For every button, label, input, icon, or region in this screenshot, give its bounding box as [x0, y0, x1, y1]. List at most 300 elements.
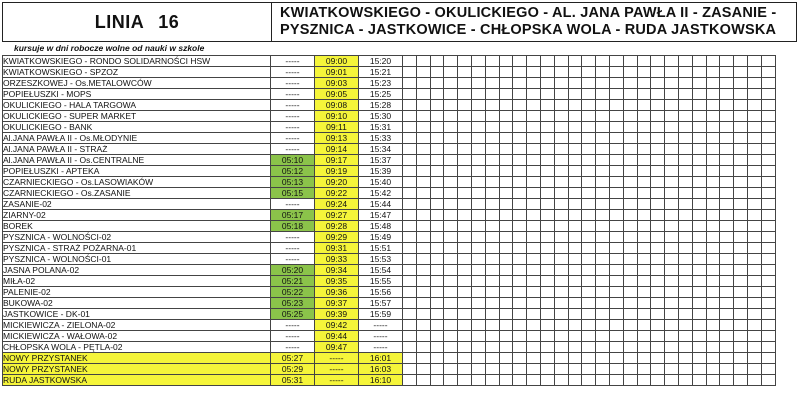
empty-grid-cell: [734, 177, 748, 188]
empty-grid-cell: [678, 254, 692, 265]
empty-grid-cell: [444, 353, 458, 364]
empty-grid-cell: [651, 89, 665, 100]
empty-grid-cell: [609, 353, 623, 364]
empty-grid-cell: [678, 122, 692, 133]
empty-grid-cell: [596, 199, 610, 210]
departure-time-t1: 05:29: [271, 364, 315, 375]
empty-grid-cell: [734, 309, 748, 320]
empty-grid-cell: [444, 56, 458, 67]
empty-grid-cell: [403, 177, 417, 188]
empty-grid-cell: [513, 276, 527, 287]
empty-grid-cell: [458, 166, 472, 177]
empty-grid-cell: [568, 100, 582, 111]
empty-grid-cell: [609, 144, 623, 155]
empty-grid-cell: [747, 166, 761, 177]
empty-grid-cell: [485, 309, 499, 320]
empty-grid-cell: [637, 67, 651, 78]
departure-time-t3: -----: [359, 320, 403, 331]
departure-time-t2: -----: [315, 353, 359, 364]
empty-grid-cell: [499, 320, 513, 331]
table-row: [3, 232, 776, 243]
empty-grid-cell: [430, 287, 444, 298]
departure-time-t1: -----: [271, 320, 315, 331]
departure-time-t1: -----: [271, 67, 315, 78]
empty-grid-cell: [596, 221, 610, 232]
empty-grid-cell: [444, 199, 458, 210]
empty-grid-cell: [485, 199, 499, 210]
empty-grid-cell: [747, 320, 761, 331]
empty-grid-cell: [430, 342, 444, 353]
empty-grid-cell: [651, 254, 665, 265]
empty-grid-cell: [678, 111, 692, 122]
empty-grid-cell: [568, 199, 582, 210]
empty-grid-cell: [513, 67, 527, 78]
empty-grid-cell: [554, 188, 568, 199]
empty-grid-cell: [568, 155, 582, 166]
empty-grid-cell: [485, 331, 499, 342]
empty-grid-cell: [568, 67, 582, 78]
table-row: [3, 342, 776, 353]
empty-grid-cell: [554, 232, 568, 243]
stop-name-cell: MIŁA-02: [3, 276, 271, 287]
departure-time-t2: 09:03: [315, 78, 359, 89]
departure-time-t3: 15:44: [359, 199, 403, 210]
empty-grid-cell: [651, 232, 665, 243]
empty-grid-cell: [706, 265, 720, 276]
empty-grid-cell: [761, 122, 775, 133]
empty-grid-cell: [678, 331, 692, 342]
empty-grid-cell: [623, 309, 637, 320]
empty-grid-cell: [665, 188, 679, 199]
empty-grid-cell: [637, 100, 651, 111]
empty-grid-cell: [665, 78, 679, 89]
empty-grid-cell: [734, 56, 748, 67]
empty-grid-cell: [513, 177, 527, 188]
empty-grid-cell: [747, 199, 761, 210]
empty-grid-cell: [444, 287, 458, 298]
empty-grid-cell: [430, 188, 444, 199]
empty-grid-cell: [403, 221, 417, 232]
empty-grid-cell: [623, 320, 637, 331]
departure-time-t2: 09:31: [315, 243, 359, 254]
empty-grid-cell: [623, 133, 637, 144]
empty-grid-cell: [540, 100, 554, 111]
empty-grid-cell: [499, 309, 513, 320]
empty-grid-cell: [665, 287, 679, 298]
empty-grid-cell: [444, 166, 458, 177]
stop-name-cell: JASNA POLANA-02: [3, 265, 271, 276]
empty-grid-cell: [471, 309, 485, 320]
empty-grid-cell: [499, 232, 513, 243]
empty-grid-cell: [403, 298, 417, 309]
empty-grid-cell: [761, 353, 775, 364]
empty-grid-cell: [540, 287, 554, 298]
empty-grid-cell: [609, 364, 623, 375]
empty-grid-cell: [609, 111, 623, 122]
empty-grid-cell: [499, 221, 513, 232]
empty-grid-cell: [471, 364, 485, 375]
empty-grid-cell: [554, 375, 568, 386]
empty-grid-cell: [637, 265, 651, 276]
departure-time-t3: 15:57: [359, 298, 403, 309]
empty-grid-cell: [430, 133, 444, 144]
empty-grid-cell: [678, 188, 692, 199]
empty-grid-cell: [527, 122, 541, 133]
empty-grid-cell: [499, 199, 513, 210]
empty-grid-cell: [665, 243, 679, 254]
empty-grid-cell: [692, 155, 706, 166]
empty-grid-cell: [582, 166, 596, 177]
empty-grid-cell: [444, 122, 458, 133]
empty-grid-cell: [499, 276, 513, 287]
empty-grid-cell: [416, 298, 430, 309]
empty-grid-cell: [540, 133, 554, 144]
empty-grid-cell: [499, 254, 513, 265]
empty-grid-cell: [747, 56, 761, 67]
empty-grid-cell: [596, 309, 610, 320]
empty-grid-cell: [444, 364, 458, 375]
empty-grid-cell: [499, 155, 513, 166]
empty-grid-cell: [596, 122, 610, 133]
empty-grid-cell: [416, 364, 430, 375]
empty-grid-cell: [403, 232, 417, 243]
empty-grid-cell: [637, 232, 651, 243]
empty-grid-cell: [527, 221, 541, 232]
empty-grid-cell: [568, 254, 582, 265]
empty-grid-cell: [623, 375, 637, 386]
departure-time-t2: -----: [315, 364, 359, 375]
empty-grid-cell: [458, 210, 472, 221]
empty-grid-cell: [582, 144, 596, 155]
empty-grid-cell: [609, 232, 623, 243]
empty-grid-cell: [568, 287, 582, 298]
table-row: [3, 298, 776, 309]
empty-grid-cell: [554, 210, 568, 221]
empty-grid-cell: [623, 188, 637, 199]
empty-grid-cell: [651, 122, 665, 133]
departure-time-t2: 09:13: [315, 133, 359, 144]
stop-name-cell: ZIARNY-02: [3, 210, 271, 221]
empty-grid-cell: [458, 56, 472, 67]
empty-grid-cell: [692, 232, 706, 243]
table-row: [3, 287, 776, 298]
empty-grid-cell: [623, 364, 637, 375]
empty-grid-cell: [665, 67, 679, 78]
empty-grid-cell: [499, 331, 513, 342]
empty-grid-cell: [692, 287, 706, 298]
empty-grid-cell: [430, 89, 444, 100]
empty-grid-cell: [678, 276, 692, 287]
empty-grid-cell: [678, 287, 692, 298]
empty-grid-cell: [651, 210, 665, 221]
empty-grid-cell: [692, 265, 706, 276]
empty-grid-cell: [540, 89, 554, 100]
empty-grid-cell: [596, 276, 610, 287]
empty-grid-cell: [761, 342, 775, 353]
departure-time-t3: 15:56: [359, 287, 403, 298]
empty-grid-cell: [609, 276, 623, 287]
empty-grid-cell: [761, 320, 775, 331]
empty-grid-cell: [527, 188, 541, 199]
empty-grid-cell: [678, 221, 692, 232]
departure-time-t1: 05:12: [271, 166, 315, 177]
empty-grid-cell: [692, 188, 706, 199]
empty-grid-cell: [458, 232, 472, 243]
line-number: 16: [158, 11, 180, 32]
empty-grid-cell: [747, 155, 761, 166]
empty-grid-cell: [678, 243, 692, 254]
empty-grid-cell: [734, 364, 748, 375]
table-row: [3, 331, 776, 342]
empty-grid-cell: [416, 276, 430, 287]
empty-grid-cell: [623, 56, 637, 67]
empty-grid-cell: [444, 309, 458, 320]
empty-grid-cell: [554, 166, 568, 177]
empty-grid-cell: [665, 364, 679, 375]
empty-grid-cell: [692, 133, 706, 144]
empty-grid-cell: [540, 254, 554, 265]
empty-grid-cell: [444, 89, 458, 100]
empty-grid-cell: [568, 78, 582, 89]
empty-grid-cell: [678, 67, 692, 78]
empty-grid-cell: [747, 144, 761, 155]
empty-grid-cell: [416, 133, 430, 144]
empty-grid-cell: [444, 265, 458, 276]
empty-grid-cell: [568, 232, 582, 243]
empty-grid-cell: [678, 177, 692, 188]
empty-grid-cell: [609, 155, 623, 166]
departure-time-t2: -----: [315, 375, 359, 386]
empty-grid-cell: [596, 144, 610, 155]
empty-grid-cell: [471, 188, 485, 199]
empty-grid-cell: [430, 298, 444, 309]
empty-grid-cell: [471, 353, 485, 364]
empty-grid-cell: [596, 232, 610, 243]
empty-grid-cell: [623, 67, 637, 78]
empty-grid-cell: [761, 67, 775, 78]
empty-grid-cell: [665, 320, 679, 331]
empty-grid-cell: [471, 232, 485, 243]
empty-grid-cell: [637, 309, 651, 320]
route-line-2: PYSZNICA - JASTKOWICE - CHŁOPSKA WOLA - RUDA JASTKOWSKA: [280, 22, 777, 38]
empty-grid-cell: [527, 353, 541, 364]
departure-time-t3: 16:10: [359, 375, 403, 386]
empty-grid-cell: [706, 78, 720, 89]
empty-grid-cell: [568, 276, 582, 287]
empty-grid-cell: [499, 188, 513, 199]
empty-grid-cell: [637, 89, 651, 100]
empty-grid-cell: [444, 232, 458, 243]
empty-grid-cell: [609, 177, 623, 188]
empty-grid-cell: [582, 122, 596, 133]
empty-grid-cell: [720, 342, 734, 353]
empty-grid-cell: [637, 166, 651, 177]
empty-grid-cell: [734, 375, 748, 386]
empty-grid-cell: [678, 210, 692, 221]
empty-grid-cell: [596, 243, 610, 254]
empty-grid-cell: [485, 111, 499, 122]
empty-grid-cell: [527, 298, 541, 309]
empty-grid-cell: [747, 89, 761, 100]
empty-grid-cell: [513, 298, 527, 309]
empty-grid-cell: [761, 199, 775, 210]
empty-grid-cell: [568, 309, 582, 320]
empty-grid-cell: [609, 265, 623, 276]
stop-name-cell: NOWY PRZYSTANEK: [3, 353, 271, 364]
empty-grid-cell: [651, 331, 665, 342]
empty-grid-cell: [416, 155, 430, 166]
empty-grid-cell: [761, 188, 775, 199]
empty-grid-cell: [416, 309, 430, 320]
empty-grid-cell: [720, 298, 734, 309]
empty-grid-cell: [430, 320, 444, 331]
empty-grid-cell: [416, 331, 430, 342]
empty-grid-cell: [692, 309, 706, 320]
empty-grid-cell: [637, 243, 651, 254]
empty-grid-cell: [706, 331, 720, 342]
empty-grid-cell: [623, 89, 637, 100]
empty-grid-cell: [692, 342, 706, 353]
empty-grid-cell: [568, 210, 582, 221]
table-row: [3, 375, 776, 386]
empty-grid-cell: [706, 210, 720, 221]
empty-grid-cell: [513, 78, 527, 89]
empty-grid-cell: [485, 276, 499, 287]
empty-grid-cell: [513, 56, 527, 67]
empty-grid-cell: [403, 122, 417, 133]
empty-grid-cell: [444, 67, 458, 78]
empty-grid-cell: [513, 287, 527, 298]
empty-grid-cell: [609, 331, 623, 342]
empty-grid-cell: [609, 67, 623, 78]
empty-grid-cell: [706, 287, 720, 298]
empty-grid-cell: [513, 166, 527, 177]
empty-grid-cell: [720, 100, 734, 111]
empty-grid-cell: [747, 254, 761, 265]
stop-name-cell: ORZESZKOWEJ - Os.METALOWCÓW: [3, 78, 271, 89]
empty-grid-cell: [499, 166, 513, 177]
empty-grid-cell: [540, 166, 554, 177]
empty-grid-cell: [430, 100, 444, 111]
empty-grid-cell: [554, 331, 568, 342]
empty-grid-cell: [706, 56, 720, 67]
table-row: [3, 353, 776, 364]
empty-grid-cell: [678, 320, 692, 331]
empty-grid-cell: [527, 276, 541, 287]
empty-grid-cell: [471, 298, 485, 309]
empty-grid-cell: [651, 309, 665, 320]
empty-grid-cell: [403, 133, 417, 144]
empty-grid-cell: [540, 243, 554, 254]
empty-grid-cell: [403, 375, 417, 386]
empty-grid-cell: [596, 353, 610, 364]
empty-grid-cell: [416, 144, 430, 155]
empty-grid-cell: [747, 122, 761, 133]
departure-time-t3: 15:21: [359, 67, 403, 78]
empty-grid-cell: [471, 375, 485, 386]
empty-grid-cell: [734, 298, 748, 309]
empty-grid-cell: [692, 100, 706, 111]
empty-grid-cell: [678, 265, 692, 276]
departure-time-t3: 16:03: [359, 364, 403, 375]
empty-grid-cell: [596, 265, 610, 276]
empty-grid-cell: [692, 78, 706, 89]
departure-time-t1: -----: [271, 111, 315, 122]
departure-time-t3: 15:30: [359, 111, 403, 122]
empty-grid-cell: [540, 56, 554, 67]
empty-grid-cell: [596, 254, 610, 265]
empty-grid-cell: [499, 67, 513, 78]
departure-time-t2: 09:14: [315, 144, 359, 155]
empty-grid-cell: [416, 111, 430, 122]
empty-grid-cell: [485, 265, 499, 276]
empty-grid-cell: [527, 331, 541, 342]
empty-grid-cell: [527, 254, 541, 265]
empty-grid-cell: [692, 210, 706, 221]
empty-grid-cell: [458, 353, 472, 364]
empty-grid-cell: [596, 89, 610, 100]
departure-time-t2: 09:33: [315, 254, 359, 265]
empty-grid-cell: [458, 221, 472, 232]
empty-grid-cell: [403, 265, 417, 276]
empty-grid-cell: [471, 67, 485, 78]
empty-grid-cell: [665, 100, 679, 111]
empty-grid-cell: [540, 342, 554, 353]
empty-grid-cell: [706, 254, 720, 265]
empty-grid-cell: [720, 254, 734, 265]
empty-grid-cell: [761, 331, 775, 342]
empty-grid-cell: [582, 100, 596, 111]
empty-grid-cell: [513, 254, 527, 265]
empty-grid-cell: [513, 144, 527, 155]
empty-grid-cell: [665, 232, 679, 243]
departure-time-t3: 15:34: [359, 144, 403, 155]
empty-grid-cell: [458, 133, 472, 144]
empty-grid-cell: [678, 166, 692, 177]
empty-grid-cell: [458, 243, 472, 254]
empty-grid-cell: [706, 89, 720, 100]
empty-grid-cell: [734, 122, 748, 133]
empty-grid-cell: [471, 144, 485, 155]
empty-grid-cell: [637, 111, 651, 122]
empty-grid-cell: [651, 364, 665, 375]
empty-grid-cell: [471, 100, 485, 111]
empty-grid-cell: [665, 375, 679, 386]
table-row: [3, 78, 776, 89]
empty-grid-cell: [720, 265, 734, 276]
empty-grid-cell: [596, 111, 610, 122]
empty-grid-cell: [706, 155, 720, 166]
empty-grid-cell: [734, 89, 748, 100]
empty-grid-cell: [596, 133, 610, 144]
departure-time-t3: 15:28: [359, 100, 403, 111]
empty-grid-cell: [554, 364, 568, 375]
departure-time-t1: 05:22: [271, 287, 315, 298]
empty-grid-cell: [430, 364, 444, 375]
empty-grid-cell: [485, 122, 499, 133]
empty-grid-cell: [761, 221, 775, 232]
empty-grid-cell: [651, 155, 665, 166]
departure-time-t3: 15:48: [359, 221, 403, 232]
empty-grid-cell: [540, 177, 554, 188]
empty-grid-cell: [471, 155, 485, 166]
empty-grid-cell: [416, 243, 430, 254]
empty-grid-cell: [582, 320, 596, 331]
empty-grid-cell: [637, 122, 651, 133]
empty-grid-cell: [403, 144, 417, 155]
empty-grid-cell: [430, 243, 444, 254]
empty-grid-cell: [596, 298, 610, 309]
